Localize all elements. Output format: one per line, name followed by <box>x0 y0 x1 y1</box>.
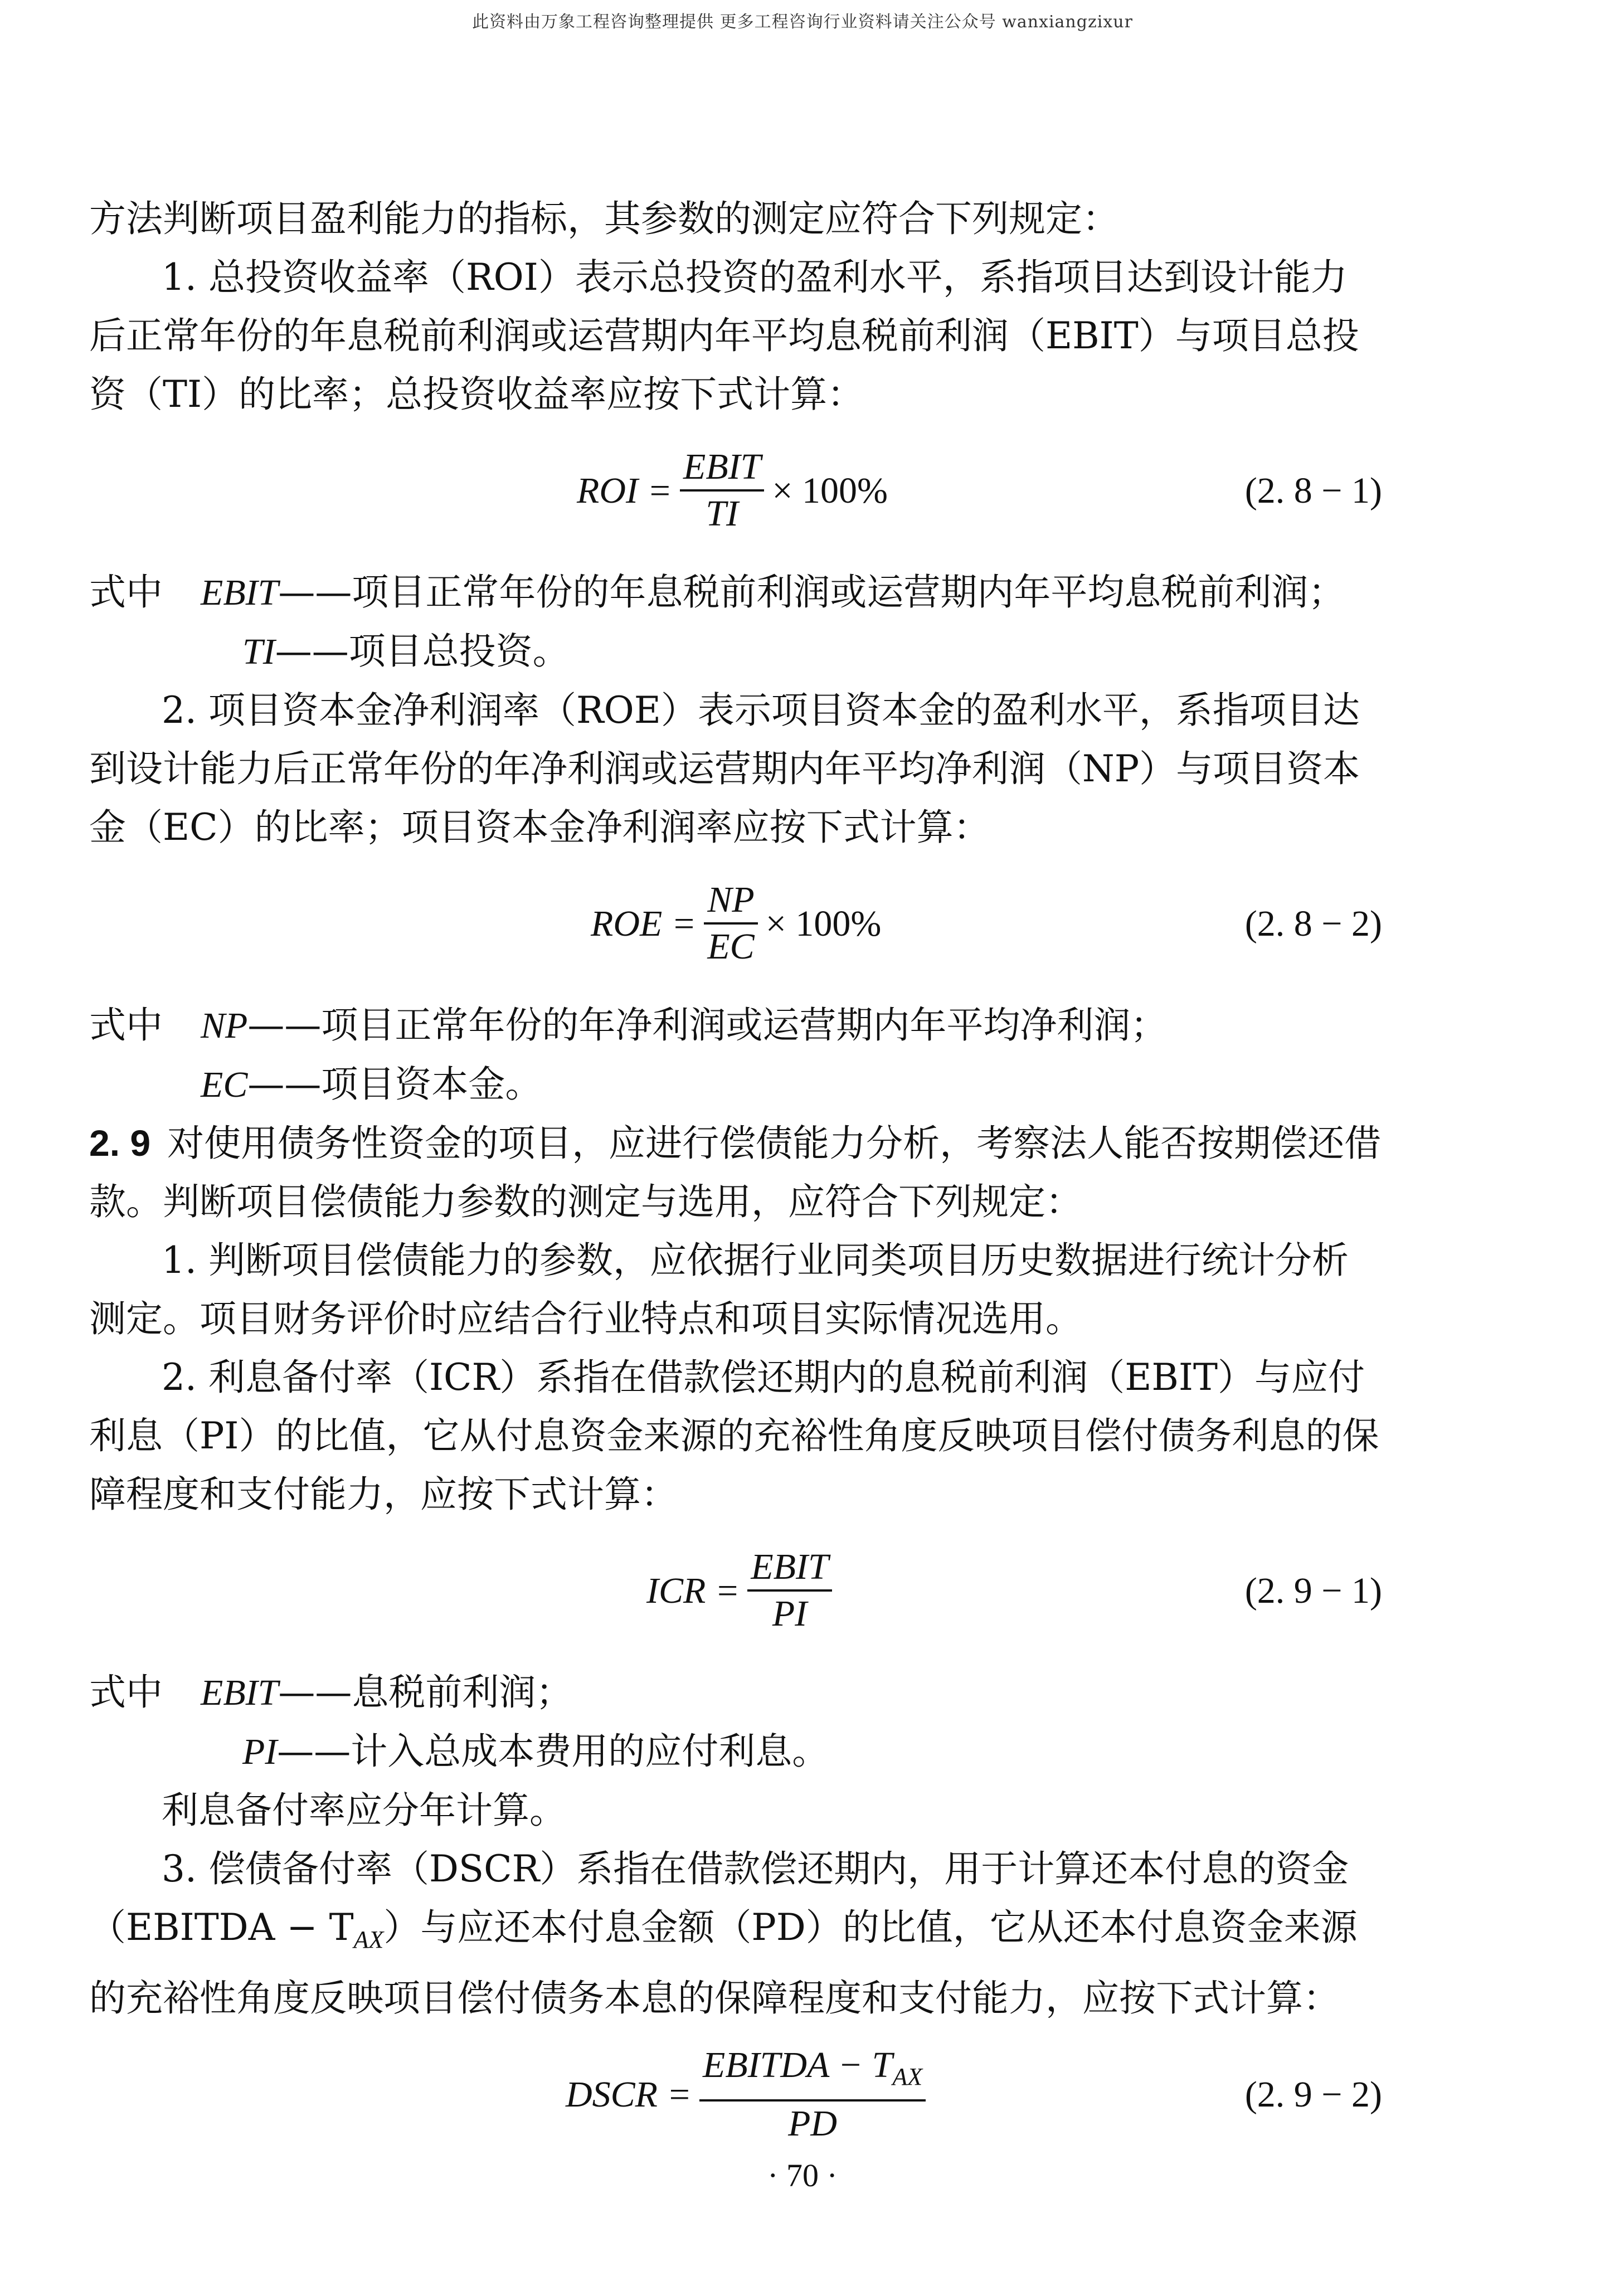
where-roi-2 <box>89 622 1382 681</box>
section-2-9 <box>89 1114 1382 1231</box>
numerator-subscript: AX <box>892 2062 923 2090</box>
term-definition: ——息税前利润； <box>278 1671 573 1714</box>
watermark-header: 此资料由万象工程咨询整理提供 更多工程咨询行业资料请关注公众号 wanxiangzixur <box>472 12 1133 32</box>
where-icr <box>89 1663 1382 1722</box>
equation-number: (2. 8 − 1) <box>1244 470 1382 511</box>
formula-lhs: ROI = <box>577 470 672 511</box>
equation-number: (2. 9 − 2) <box>1244 2074 1382 2115</box>
term-definition: ——项目资本金。 <box>247 1063 542 1106</box>
denominator: PI <box>772 1593 808 1634</box>
term: EBIT <box>201 572 279 613</box>
formula-lhs: ICR = <box>646 1570 740 1611</box>
denominator: PD <box>788 2103 838 2144</box>
equation-number: (2. 9 − 1) <box>1244 1570 1382 1611</box>
page-body <box>89 189 1382 2167</box>
fraction <box>747 1545 831 1636</box>
term: EC <box>201 1064 248 1105</box>
dscr-text-a: 3. 偿债备付率（DSCR）系指在借款偿还期内，用于计算还本付息的资金（EBITDA − T <box>89 1847 1349 1949</box>
dscr-subscript: AX <box>353 1926 384 1953</box>
numerator-text: EBITDA − T <box>703 2044 893 2085</box>
denominator: TI <box>706 493 738 534</box>
dscr-paragraph <box>89 1840 1382 2027</box>
formula-tail: × 100% <box>765 903 882 944</box>
term-definition: ——项目正常年份的年净利润或运营期内年平均净利润； <box>247 1004 1168 1047</box>
formula-lhs: DSCR = <box>566 2074 692 2115</box>
icr-paragraph: 2. 利息备付率（ICR）系指在借款偿还期内的息税前利润（EBIT）与应付利息（PI）的比值，它从付息资金来源的充裕性角度反映项目偿付债务利息的保障程度和支付能力，应按下式计算： <box>89 1356 1379 1516</box>
icr-yearly-note: 利息备付率应分年计算。 <box>162 1789 566 1832</box>
section-number: 2. 9 <box>89 1122 151 1164</box>
where-roe <box>89 996 1382 1055</box>
where-roe-2 <box>89 1055 1382 1114</box>
where-label: 式中 <box>89 571 163 614</box>
formula-tail: × 100% <box>772 470 888 511</box>
param-paragraph: 1. 判断项目偿债能力的参数，应依据行业同类项目历史数据进行统计分析测定。项目财务评价时应结合行业特点和项目实际情况选用。 <box>89 1239 1349 1340</box>
formula-icr <box>89 1532 1382 1649</box>
formula-lhs: ROE = <box>591 903 697 944</box>
intro-paragraph: 方法判断项目盈利能力的指标，其参数的测定应符合下列规定： <box>89 197 1119 240</box>
fraction <box>704 878 757 969</box>
fraction <box>680 445 764 536</box>
term: NP <box>201 1005 248 1046</box>
formula-roi <box>89 432 1382 549</box>
numerator: EBIT <box>747 1545 831 1592</box>
denominator: EC <box>707 926 755 967</box>
numerator <box>699 2043 926 2102</box>
numerator: EBIT <box>680 445 764 492</box>
roe-paragraph: 2. 项目资本金净利润率（ROE）表示项目资本金的盈利水平，系指项目达到设计能力后正常年份的年净利润或运营期内年平均净利润（NP）与项目资本金（EC）的比率；项目资本金净利润率应按下式计算： <box>89 689 1360 849</box>
where-roi <box>89 563 1382 622</box>
dscr-text-b: ）与应还本付息金额（PD）的比值，它从还本付息资金来源的充裕性角度反映项目偿付债务本息的保障程度和支付能力，应按下式计算： <box>89 1906 1358 2020</box>
numerator: NP <box>704 878 757 925</box>
where-icr-2 <box>89 1722 1382 1781</box>
formula-dscr <box>89 2036 1382 2153</box>
term-definition: ——项目总投资。 <box>275 630 570 673</box>
equation-number: (2. 8 − 2) <box>1244 903 1382 944</box>
term-definition: ——项目正常年份的年息税前利润或运营期内年平均息税前利润； <box>278 571 1345 614</box>
term: TI <box>242 631 275 672</box>
fraction <box>699 2043 926 2146</box>
term: PI <box>242 1731 278 1772</box>
section-text: 对使用债务性资金的项目，应进行偿债能力分析，考察法人能否按期偿还借款。判断项目偿债能力参数的测定与选用，应符合下列规定： <box>89 1122 1382 1223</box>
page-number: · 70 · <box>767 2157 838 2193</box>
where-label: 式中 <box>89 1671 163 1714</box>
term-definition: ——计入总成本费用的应付利息。 <box>277 1730 829 1773</box>
where-label: 式中 <box>89 1004 163 1047</box>
roi-paragraph: 1. 总投资收益率（ROI）表示总投资的盈利水平，系指项目达到设计能力后正常年份的年息税前利润或运营期内年平均息税前利润（EBIT）与项目总投资（TI）的比率；总投资收益率应按下式计算： <box>89 256 1359 416</box>
term: EBIT <box>201 1672 279 1713</box>
formula-roe <box>89 865 1382 982</box>
